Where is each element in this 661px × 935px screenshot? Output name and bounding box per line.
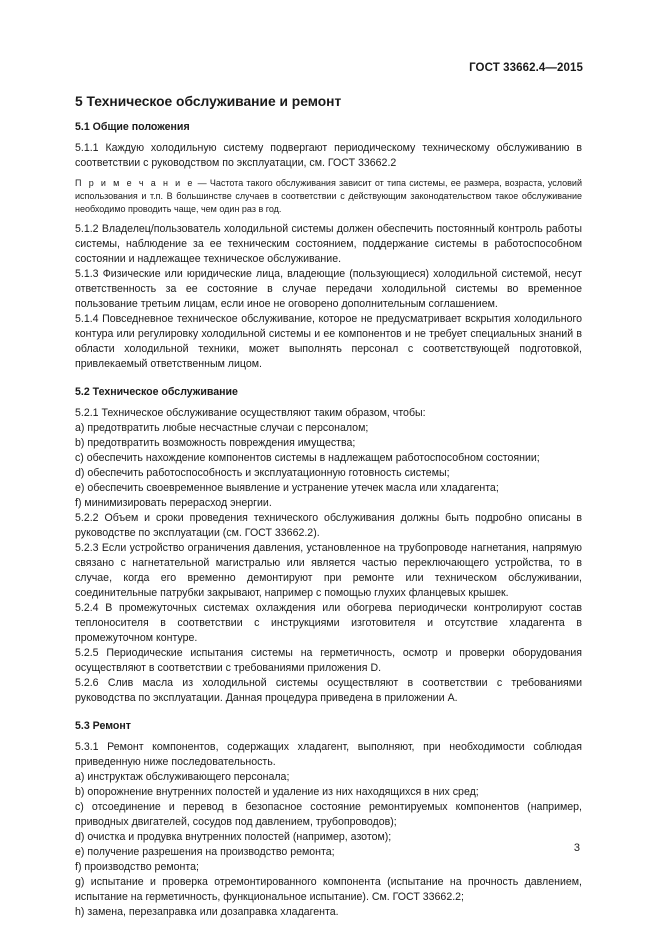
paragraph-5-2-4: 5.2.4 В промежуточных системах охлаждения или обогрева периодически контролируют состав теплоносителя в соответствии с инструкциями изготовителя и отсутствие хладагента в промежуточном контуре.	[75, 602, 582, 644]
paragraph-5-1-3: 5.1.3 Физические или юридические лица, владеющие (пользующиеся) холодильной системой, несут ответственность за ее состояние в случае передачи холодильной системы во временное пользование третьим лицам, если иное не оговорено дополнительным соглашением.	[75, 268, 582, 310]
list-item: d) очистка и продувка внутренних полостей (например, азотом);	[75, 831, 392, 843]
paragraph-5-2-1: 5.2.1 Техническое обслуживание осуществляют таким образом, чтобы:	[75, 407, 426, 419]
note-label: П р и м е ч а н и е	[75, 178, 195, 188]
list-item: f) производство ремонта;	[75, 861, 199, 873]
subsection-title-5-2: 5.2 Техническое обслуживание	[75, 386, 238, 398]
subsection-title-5-3: 5.3 Ремонт	[75, 720, 131, 732]
list-item: b) опорожнение внутренних полостей и удаление из них находящихся в них сред;	[75, 786, 479, 798]
list-item: d) обеспечить работоспособность и эксплуатационную готовность системы;	[75, 467, 450, 479]
page-content	[75, 90, 582, 920]
paragraph-5-1-4: 5.1.4 Повседневное техническое обслуживание, которое не предусматривает вскрытия холодильного контура или регулировку холодильной системы и ее компонентов и не требует специальных знаний в области холодильной техники, может выполнять персонал с соответствующей подготовкой, привлекаемый ответственным лицом.	[75, 313, 582, 370]
document-code: ГОСТ 33662.4—2015	[469, 62, 583, 74]
page-number: 3	[573, 842, 580, 854]
list-item: g) испытание и проверка отремонтированного компонента (испытание на прочность давлением, испытание на герметичность, функциональное испытание). См. ГОСТ 33662.2;	[75, 876, 582, 903]
paragraph-5-1-2: 5.1.2 Владелец/пользователь холодильной системы должен обеспечить постоянный контроль работы системы, наблюдение за ее техническим состоянием, поддержание системы в работоспособном состоянии и надлежащее техническое обслуживание.	[75, 223, 582, 265]
list-item: b) предотвратить возможность повреждения имущества;	[75, 437, 356, 449]
paragraph-5-3-1: 5.3.1 Ремонт компонентов, содержащих хладагент, выполняют, при необходимости соблюдая приведенную ниже последовательность.	[75, 741, 582, 768]
note-text: — Частота такого обслуживания зависит от типа системы, ее размера, возраста, условий использования и т.п. В большинстве случаев в соответствии с действующим законодательством такое обслуживание необходимо проводить чаще, чем один раз в год.	[75, 178, 582, 214]
section-title: 5 Техническое обслуживание и ремонт	[75, 94, 342, 109]
list-item: c) отсоединение и перевод в безопасное состояние ремонтируемых компонентов (например, приводных двигателей, сосудов под давлением, трубопроводов);	[75, 801, 582, 828]
paragraph-5-1-1: 5.1.1 Каждую холодильную систему подвергают периодическому техническому обслуживанию в соответствии с руководством по эксплуатации, см. ГОСТ 33662.2	[75, 142, 582, 169]
paragraph-5-2-6: 5.2.6 Слив масла из холодильной системы осуществляют в соответствии с требованиями руководства по эксплуатации. Данная процедура приведена в приложении А.	[75, 677, 582, 704]
list-item: e) получение разрешения на производство ремонта;	[75, 846, 335, 858]
list-item: h) замена, перезаправка или дозаправка хладагента.	[75, 906, 339, 918]
paragraph-5-2-5: 5.2.5 Периодические испытания системы на герметичность, осмотр и проверки оборудования осуществляют в соответствии с требованиями приложения D.	[75, 647, 582, 674]
list-item: a) инструктаж обслуживающего персонала;	[75, 771, 290, 783]
list-item: f) минимизировать перерасход энергии.	[75, 497, 272, 509]
list-item: e) обеспечить своевременное выявление и устранение утечек масла или хладагента;	[75, 482, 499, 494]
note	[75, 177, 582, 216]
subsection-title-5-1: 5.1 Общие положения	[75, 121, 190, 133]
paragraph-5-2-2: 5.2.2 Объем и сроки проведения технического обслуживания должны быть подробно описаны в руководстве по эксплуатации (см. ГОСТ 33662.2).	[75, 512, 582, 539]
list-item: c) обеспечить нахождение компонентов системы в надлежащем работоспособном состоянии;	[75, 452, 540, 464]
list-item: a) предотвратить любые несчастные случаи с персоналом;	[75, 422, 369, 434]
paragraph-5-2-3: 5.2.3 Если устройство ограничения давления, установленное на трубопроводе нагнетания, напрямую связано с нагнетательной магистралью или является частью переключающего устройства, то в случае, когда его временно демонтируют при ремонте или техническом обслуживании, соединительные патрубки закрывают, например с помощью глухих фланцевых крышек.	[75, 542, 582, 599]
